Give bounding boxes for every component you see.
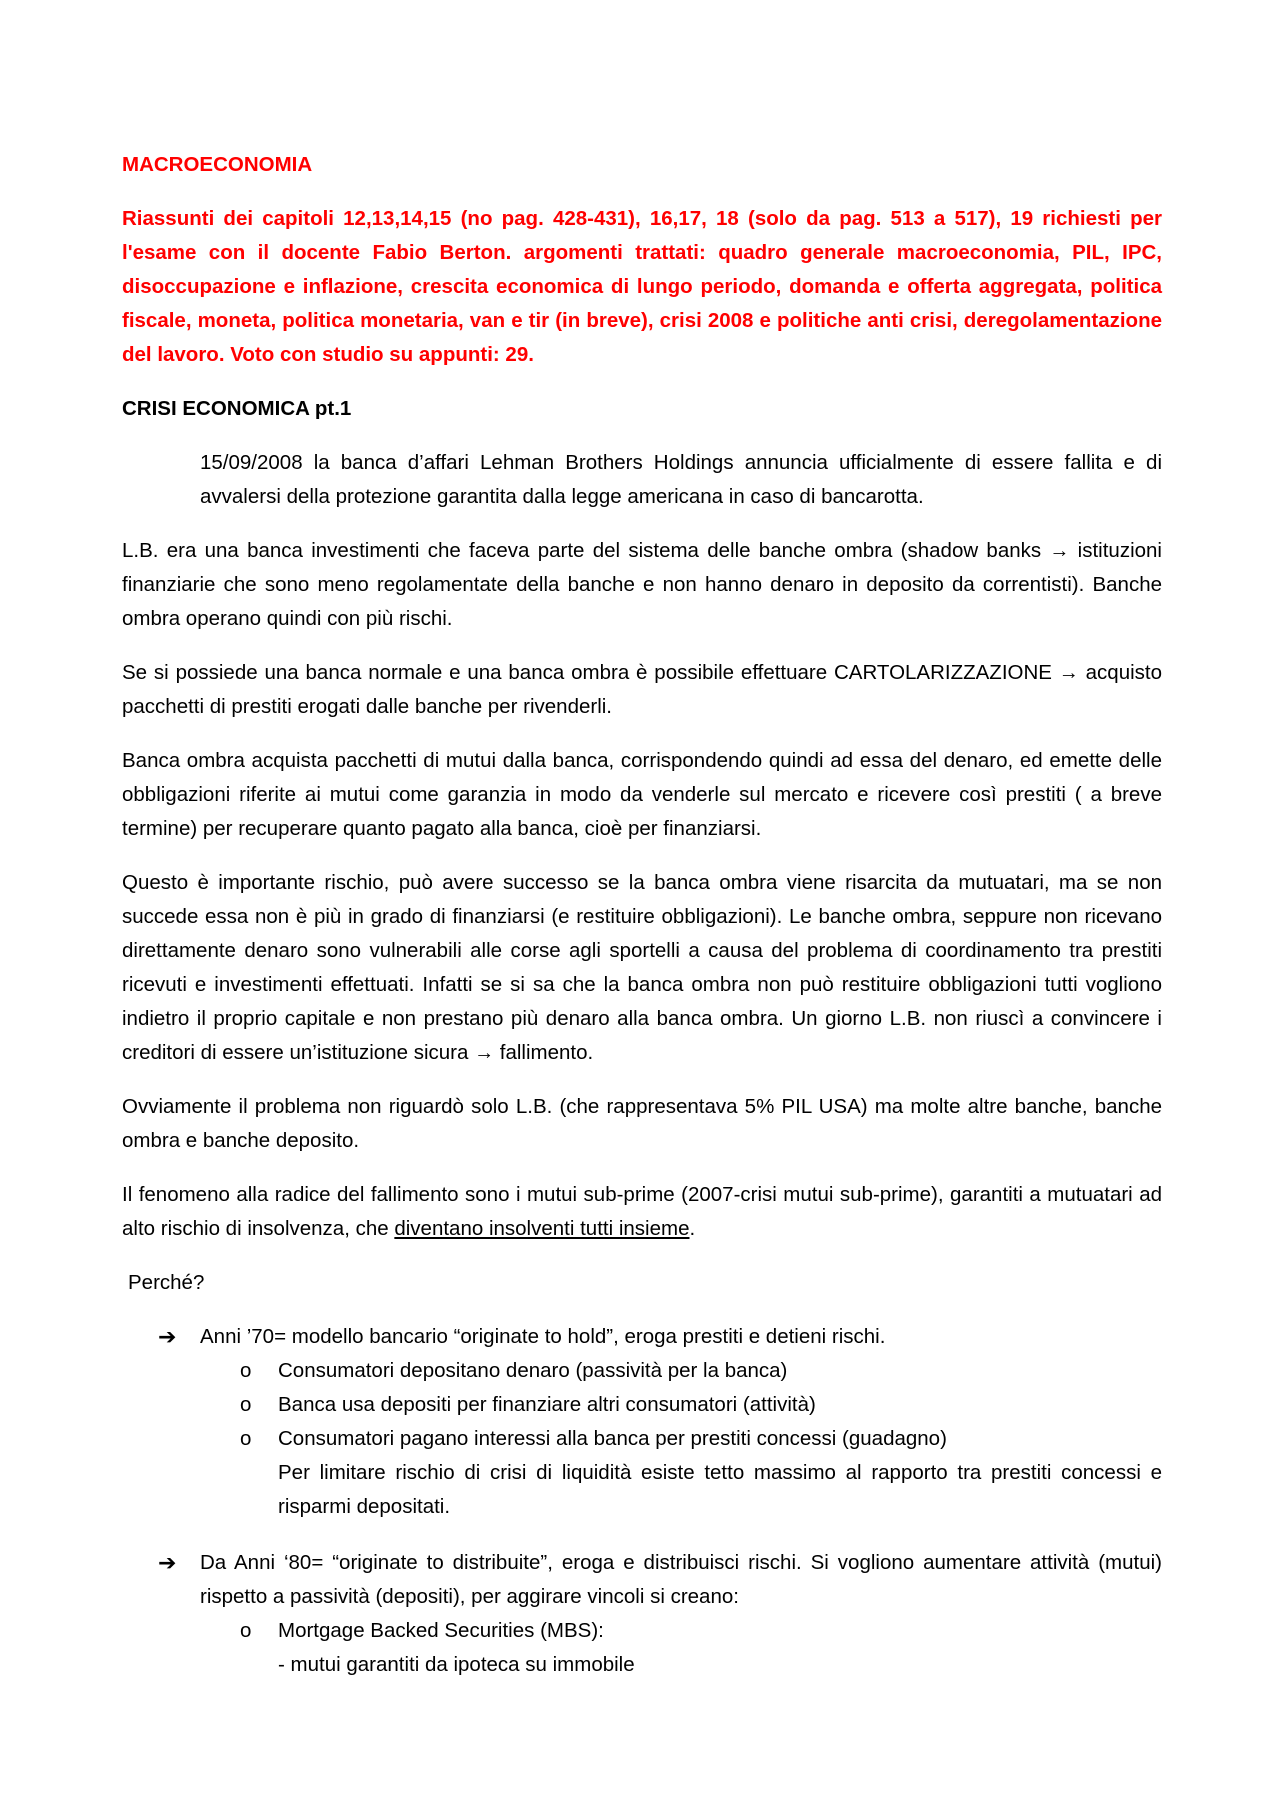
right-arrow-icon: →: [1049, 540, 1070, 562]
sub-list-continuation: Per limitare rischio di crisi di liquidità esiste tetto massimo al rapporto tra prestiti concessi e risparmi depositati.: [278, 1461, 1162, 1518]
paragraph-shadow-banks: [122, 534, 1162, 636]
section-heading: CRISI ECONOMICA pt.1: [122, 397, 352, 420]
bold-arrow-icon: ➔: [158, 1550, 177, 1575]
sub-list-item: [122, 1422, 1162, 1456]
list-item-text: Da Anni ‘80= “originate to distribuite”, eroga e distribuisci rischi. Si vogliono aumentare attività (mutui) rispetto a passività (depositi), per aggirare vincoli si creano:: [200, 1551, 1162, 1608]
list-originate-to-distribute: [122, 1546, 1162, 1682]
list-originate-to-hold: [122, 1320, 1162, 1524]
document-title: MACROECONOMIA: [122, 153, 313, 176]
circle-bullet-icon: o: [240, 1427, 252, 1450]
paragraph-text: Il fenomeno alla radice del fallimento sono i mutui sub-prime (2007-crisi mutui sub-prime), garantiti a mutuatari ad alto rischio di insolvenza, che: [122, 1183, 1162, 1240]
underlined-text: diventano insolventi tutti insieme: [394, 1217, 690, 1240]
intro-summary: Riassunti dei capitoli 12,13,14,15 (no pag. 428-431), 16,17, 18 (solo da pag. 513 a 517), 19 richiesti per l'esame con il docente Fabio Berton. argomenti trattati: quadro generale macroeconomia, PIL, IPC, disoccupazione e inflazione, crescita economica di lungo periodo, domanda e offerta aggregata, politica fiscale, moneta, politica monetaria, van e tir (in breve), crisi 2008 e politiche anti crisi, deregolamentazione del lavoro. Voto con studio su appunti: 29.: [122, 207, 1162, 366]
list-item: [122, 1320, 1162, 1354]
paragraph-altre-banche: Ovviamente il problema non riguardò solo L.B. (che rappresentava 5% PIL USA) ma molte altre banche, banche ombra e banche deposito.: [122, 1095, 1162, 1152]
paragraph-text: istituzioni finanziarie che sono meno regolamentate della banche e non hanno denaro in deposito da correntisti). Banche ombra operano quindi con più rischi.: [122, 539, 1162, 630]
sub-list-item-text: Consumatori depositano denaro (passività per la banca): [278, 1359, 788, 1382]
sub-list-item: [122, 1388, 1162, 1422]
paragraph-text: Se si possiede una banca normale e una banca ombra è possibile effettuare CARTOLARIZZAZIONE: [122, 661, 1059, 684]
sub-list-item-text: Consumatori pagano interessi alla banca per prestiti concessi (guadagno): [278, 1427, 947, 1450]
paragraph-text: L.B. era una banca investimenti che faceva parte del sistema delle banche ombra (shadow banks: [122, 539, 1050, 562]
circle-bullet-icon: o: [240, 1393, 252, 1416]
paragraph-sub-prime: [122, 1178, 1162, 1246]
sub-list-item-text: Banca usa depositi per finanziare altri consumatori (attività): [278, 1393, 816, 1416]
paragraph-text: Questo è importante rischio, può avere successo se la banca ombra viene risarcita da mutuatari, ma se non succede essa non è più in grado di finanziarsi (e restituire obbligazioni). Le banche ombra, seppure non ricevano direttamente denaro sono vulnerabili alle corse agli sportelli a causa del problema di coordinamento tra prestiti ricevuti e investimenti effettuati. Infatti se si sa che la banca ombra non può restituire obbligazioni tutti vogliono indietro il proprio capitale e non prestano più denaro alla banca ombra. Un giorno L.B. non riuscì a convincere i creditori di essere un’istituzione sicura: [122, 871, 1162, 1064]
paragraph-mutui-obbligazioni: Banca ombra acquista pacchetti di mutui dalla banca, corrispondendo quindi ad essa del denaro, ed emette delle obbligazioni riferite ai mutui come garanzia in modo da venderle sul mercato e ricevere così prestiti ( a breve termine) per recuperare quanto pagato alla banca, cioè per finanziarsi.: [122, 749, 1162, 840]
paragraph-text: acquisto pacchetti di prestiti erogati dalle banche per rivenderli.: [122, 661, 1162, 718]
sub-list-item: [122, 1614, 1162, 1648]
circle-bullet-icon: o: [240, 1619, 252, 1642]
bold-arrow-icon: ➔: [158, 1324, 177, 1349]
paragraph-text: fallimento.: [494, 1041, 594, 1064]
circle-bullet-icon: o: [240, 1359, 252, 1382]
paragraph-rischio: [122, 866, 1162, 1070]
document-page: [122, 148, 1162, 1682]
question-perche: Perché?: [128, 1271, 205, 1294]
sub-list-item-text: Mortgage Backed Securities (MBS):: [278, 1619, 604, 1642]
paragraph-cartolarizzazione: [122, 656, 1162, 724]
right-arrow-icon: →: [1058, 662, 1079, 684]
sub-list-continuation: - mutui garantiti da ipoteca su immobile: [278, 1653, 635, 1676]
list-item: [122, 1546, 1162, 1614]
list-item-text: Anni ’70= modello bancario “originate to hold”, eroga prestiti e detieni rischi.: [200, 1325, 886, 1348]
right-arrow-icon: →: [474, 1042, 495, 1064]
sub-list-item: [122, 1354, 1162, 1388]
paragraph-text: .: [689, 1217, 696, 1240]
paragraph-lehman-date: 15/09/2008 la banca d’affari Lehman Brothers Holdings annuncia ufficialmente di essere fallita e di avvalersi della protezione garantita dalla legge americana in caso di bancarotta.: [200, 451, 1162, 508]
